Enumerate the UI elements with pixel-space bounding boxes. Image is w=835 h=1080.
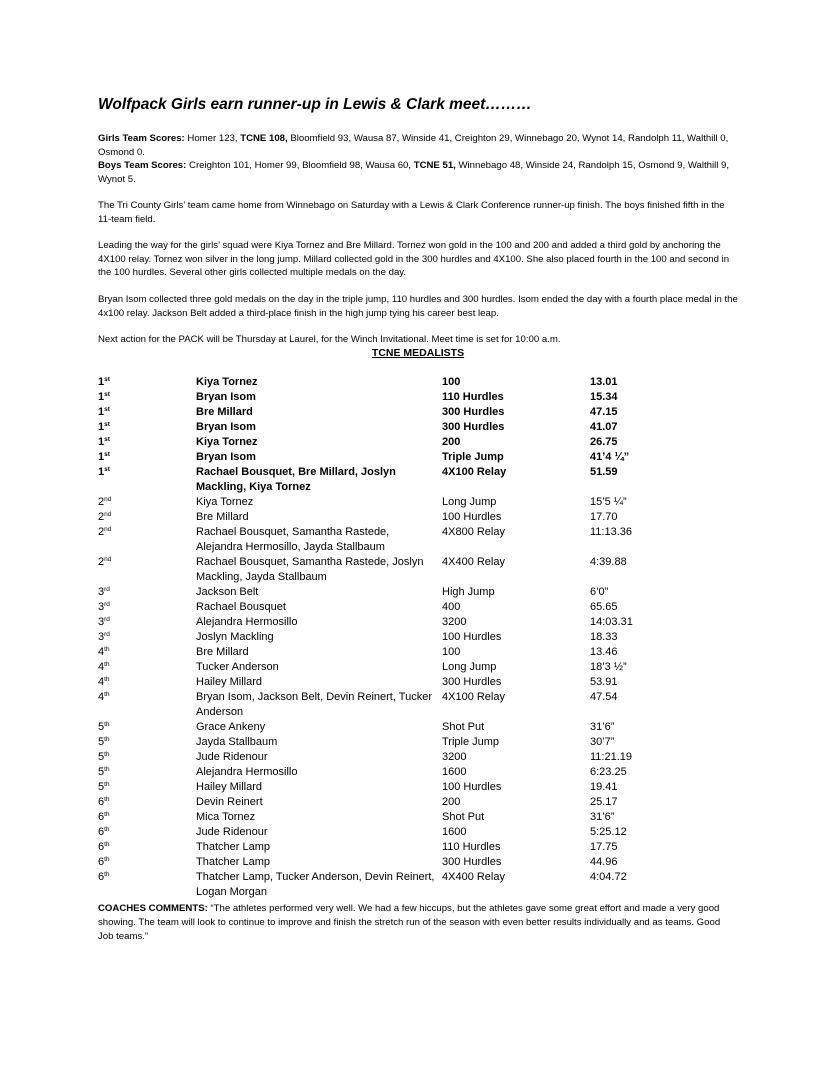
medal-mark: 6:23.25 xyxy=(590,766,627,778)
medal-mark: 18.33 xyxy=(590,631,618,643)
medal-row xyxy=(98,870,738,900)
medal-place xyxy=(98,825,110,840)
medal-athletes: Thatcher Lamp, Tucker Anderson, Devin Reinert, Logan Morgan xyxy=(196,871,435,898)
medal-place-suffix: th xyxy=(104,661,110,668)
medal-place xyxy=(98,420,110,435)
medal-athletes: Bryan Isom xyxy=(196,451,256,463)
medal-place-number: 4 xyxy=(98,676,105,688)
medal-athletes: Thatcher Lamp xyxy=(196,856,270,868)
medal-place-number: 1 xyxy=(98,421,105,433)
medal-event: 300 Hurdles xyxy=(442,421,505,433)
medal-place-suffix: th xyxy=(104,736,110,743)
medal-place-number: 6 xyxy=(98,841,105,853)
medal-place xyxy=(98,630,110,645)
medal-place-suffix: rd xyxy=(104,601,110,608)
medal-mark: 51.59 xyxy=(590,466,618,478)
medal-row xyxy=(98,780,738,795)
medal-place xyxy=(98,510,111,525)
medal-athletes: Bre Millard xyxy=(196,646,249,658)
medal-row xyxy=(98,840,738,855)
girls-scores-highlight: TCNE 108, xyxy=(240,133,288,144)
medal-place-suffix: th xyxy=(104,841,110,848)
medal-place xyxy=(98,720,110,735)
medal-row xyxy=(98,375,738,390)
medal-place-number: 1 xyxy=(98,376,105,388)
medal-row xyxy=(98,810,738,825)
medal-event: 100 Hurdles xyxy=(442,781,502,793)
boys-scores-highlight: TCNE 51, xyxy=(413,160,456,171)
medal-athletes: Jayda Stallbaum xyxy=(196,736,278,748)
medal-place-number: 6 xyxy=(98,871,105,883)
medal-place-suffix: th xyxy=(104,646,110,653)
team-scores xyxy=(98,132,738,186)
medal-place xyxy=(98,615,110,630)
medal-place-suffix: th xyxy=(104,826,110,833)
medal-place-suffix: st xyxy=(104,421,110,428)
medal-place-number: 2 xyxy=(98,496,105,508)
article-title: Wolfpack Girls earn runner-up in Lewis & Clark meet……… xyxy=(98,96,532,113)
medal-place xyxy=(98,645,110,660)
medal-place-number: 3 xyxy=(98,601,105,613)
medal-place-number: 6 xyxy=(98,811,105,823)
medal-place xyxy=(98,780,110,795)
medal-row xyxy=(98,645,738,660)
medal-place-number: 3 xyxy=(98,586,105,598)
medal-place-suffix: th xyxy=(104,856,110,863)
medal-athletes: Devin Reinert xyxy=(196,796,263,808)
medal-place-suffix: rd xyxy=(104,616,110,623)
medal-row xyxy=(98,765,738,780)
medal-athletes: Rachael Bousquet, Bre Millard, Joslyn Mackling, Kiya Tornez xyxy=(196,466,396,493)
medal-place-number: 1 xyxy=(98,466,105,478)
medal-row xyxy=(98,855,738,870)
medal-place-suffix: rd xyxy=(104,586,110,593)
medal-mark: 30’7” xyxy=(590,736,615,748)
medal-place-number: 2 xyxy=(98,526,105,538)
medal-event: 1600 xyxy=(442,826,467,838)
medal-row xyxy=(98,510,738,525)
medal-event: 400 xyxy=(442,601,461,613)
medal-athletes: Tucker Anderson xyxy=(196,661,279,673)
medal-mark: 15’5 ¼” xyxy=(590,496,627,508)
medal-row xyxy=(98,390,738,405)
boys-scores-text-a: Creighton 101, Homer 99, Bloomfield 98, Wausa 60, xyxy=(186,160,414,171)
medal-mark: 14:03.31 xyxy=(590,616,633,628)
medal-athletes: Alejandra Hermosillo xyxy=(196,766,298,778)
medal-event: Long Jump xyxy=(442,661,497,673)
medal-row xyxy=(98,555,738,585)
medal-row xyxy=(98,795,738,810)
medal-row xyxy=(98,690,738,720)
girls-team-scores xyxy=(98,132,738,159)
paragraph-summary: The Tri County Girls’ team came home from Winnebago on Saturday with a Lewis & Clark Conference runner-up finish. The boys finished fifth in the 11-team field. xyxy=(98,200,725,225)
medal-mark: 18’3 ½” xyxy=(590,661,627,673)
boys-team-scores xyxy=(98,159,738,186)
medal-place-number: 5 xyxy=(98,736,105,748)
medal-place-number: 2 xyxy=(98,556,105,568)
medal-place-suffix: rd xyxy=(104,631,110,638)
medal-event: 4X400 Relay xyxy=(442,556,505,568)
coaches-comments xyxy=(98,902,738,944)
medal-place-suffix: st xyxy=(104,376,110,383)
medal-mark: 47.15 xyxy=(590,406,618,418)
medal-place-suffix: th xyxy=(104,721,110,728)
medal-place xyxy=(98,450,110,465)
medal-place-number: 4 xyxy=(98,646,105,658)
medal-row xyxy=(98,660,738,675)
medal-place-number: 6 xyxy=(98,856,105,868)
medal-event: Long Jump xyxy=(442,496,497,508)
medal-place-number: 6 xyxy=(98,796,105,808)
medal-athletes: Joslyn Mackling xyxy=(196,631,274,643)
medal-place xyxy=(98,795,110,810)
medal-place-suffix: th xyxy=(104,751,110,758)
medal-event: 300 Hurdles xyxy=(442,406,505,418)
medal-place-suffix: st xyxy=(104,436,110,443)
medal-athletes: Kiya Tornez xyxy=(196,496,254,508)
medal-event: 3200 xyxy=(442,751,467,763)
medal-athletes: Bryan Isom, Jackson Belt, Devin Reinert, Tucker Anderson xyxy=(196,691,432,718)
medal-place xyxy=(98,735,110,750)
medal-athletes: Rachael Bousquet xyxy=(196,601,286,613)
medal-place xyxy=(98,525,111,540)
medal-place xyxy=(98,555,111,570)
medal-row xyxy=(98,435,738,450)
medal-event: 110 Hurdles xyxy=(442,841,501,853)
medal-event: 4X100 Relay xyxy=(442,691,505,703)
medal-place-number: 5 xyxy=(98,721,105,733)
medal-athletes: Hailey Millard xyxy=(196,676,263,688)
medal-mark: 17.75 xyxy=(590,841,618,853)
medal-mark: 5:25.12 xyxy=(590,826,627,838)
medal-place-suffix: th xyxy=(104,691,110,698)
medal-place-suffix: nd xyxy=(104,556,112,563)
coaches-text: “The athletes performed very well. We had a few hiccups, but the athletes gave some great effort and made a very good showing. The team will look to continue to improve and finish the stretch run of the season with even better results individually and as teams. Good Job teams.” xyxy=(98,903,721,942)
medal-place xyxy=(98,660,110,675)
medal-place-number: 4 xyxy=(98,691,105,703)
medal-mark: 26.75 xyxy=(590,436,618,448)
medal-event: 200 xyxy=(442,796,461,808)
medal-mark: 31’6” xyxy=(590,811,615,823)
medal-mark: 4:04.72 xyxy=(590,871,627,883)
medal-place xyxy=(98,435,110,450)
medal-mark: 11:13.36 xyxy=(590,526,633,538)
boys-scores-label: Boys Team Scores: xyxy=(98,160,187,171)
medal-event: 4X800 Relay xyxy=(442,526,505,538)
medal-place-suffix: th xyxy=(104,811,110,818)
medal-mark: 25.17 xyxy=(590,796,618,808)
medal-row xyxy=(98,525,738,555)
medal-event: Shot Put xyxy=(442,811,485,823)
medal-place-suffix: st xyxy=(104,466,110,473)
medal-event: Shot Put xyxy=(442,721,485,733)
medal-row xyxy=(98,615,738,630)
medal-event: 100 Hurdles xyxy=(442,511,502,523)
medal-athletes: Bryan Isom xyxy=(196,421,256,433)
medal-mark: 53.91 xyxy=(590,676,618,688)
medal-row xyxy=(98,465,738,495)
medal-event: High Jump xyxy=(442,586,495,598)
girls-scores-text-b: Bloomfield 93, Wausa 87, Winside 41, Creighton 29, Winnebago 20, Wynot 14, Randolph 11, Walthill 0, Osmond 0. xyxy=(98,133,729,158)
medalists-table xyxy=(98,375,738,900)
medal-place-number: 6 xyxy=(98,826,105,838)
medal-place-suffix: nd xyxy=(104,511,112,518)
medal-athletes: Jude Ridenour xyxy=(196,751,268,763)
medal-place xyxy=(98,870,110,885)
medal-mark: 44.96 xyxy=(590,856,618,868)
medal-place-number: 5 xyxy=(98,781,105,793)
medal-place-number: 1 xyxy=(98,406,105,418)
medal-row xyxy=(98,735,738,750)
medal-event: 4X100 Relay xyxy=(442,466,507,478)
medal-place xyxy=(98,855,110,870)
medal-place-number: 3 xyxy=(98,631,105,643)
medal-mark: 6’0” xyxy=(590,586,609,598)
medal-place-number: 1 xyxy=(98,451,105,463)
medal-place-suffix: th xyxy=(104,781,110,788)
medal-place xyxy=(98,840,110,855)
paragraph-boys: Bryan Isom collected three gold medals on the day in the triple jump, 110 hurdles and 300 hurdles. Isom ended the day with a fourth place medal in the 4x100 relay. Jackson Belt added a third-place finish in the high jump tying his career best leap. xyxy=(98,294,738,319)
medal-row xyxy=(98,450,738,465)
medal-place xyxy=(98,600,110,615)
medal-place-suffix: th xyxy=(104,676,110,683)
medal-place-suffix: st xyxy=(104,451,110,458)
medal-place xyxy=(98,585,110,600)
medal-mark: 15.34 xyxy=(590,391,618,403)
girls-scores-text-a: Homer 123, xyxy=(184,133,241,144)
medal-place-number: 5 xyxy=(98,751,105,763)
medal-mark: 13.46 xyxy=(590,646,618,658)
coaches-label: COACHES COMMENTS: xyxy=(98,903,208,914)
medal-event: 4X400 Relay xyxy=(442,871,505,883)
medal-event: Triple Jump xyxy=(442,451,504,463)
medal-place xyxy=(98,750,110,765)
medal-athletes: Thatcher Lamp xyxy=(196,841,270,853)
medal-row xyxy=(98,750,738,765)
medal-event: 300 Hurdles xyxy=(442,856,502,868)
medal-place xyxy=(98,390,110,405)
medal-event: 100 xyxy=(442,646,461,658)
medal-place xyxy=(98,375,110,390)
medal-row xyxy=(98,420,738,435)
medal-row xyxy=(98,405,738,420)
medal-mark: 11:21.19 xyxy=(590,751,633,763)
medal-event: 300 Hurdles xyxy=(442,676,502,688)
medal-athletes: Rachael Bousquet, Samantha Rastede, Alejandra Hermosillo, Jayda Stallbaum xyxy=(196,526,390,553)
medal-mark: 13.01 xyxy=(590,376,618,388)
medal-row xyxy=(98,585,738,600)
medal-athletes: Mica Tornez xyxy=(196,811,256,823)
medal-row xyxy=(98,825,738,840)
medal-place-suffix: nd xyxy=(104,526,112,533)
medal-place-number: 5 xyxy=(98,766,105,778)
paragraph-girls: Leading the way for the girls’ squad were Kiya Tornez and Bre Millard. Tornez won gold in the 100 and 200 and added a third gold by anchoring the 4X100 relay. Tornez won silver in the long jump. Millard collected gold in the 300 hurdles and 4X100. She also placed fourth in the 100 and second in the 100 hurdles. Several other girls collected multiple medals on the day. xyxy=(98,240,730,278)
medal-mark: 17.70 xyxy=(590,511,618,523)
boys-scores-text-b: Winnebago 48, Winside 24, Randolph 15, Osmond 9, Walthill 9, Wynot 5. xyxy=(98,160,730,185)
medal-row xyxy=(98,495,738,510)
medal-event: 200 xyxy=(442,436,461,448)
medal-place-suffix: th xyxy=(104,871,110,878)
medal-event: 3200 xyxy=(442,616,467,628)
medal-place-suffix: st xyxy=(104,406,110,413)
medal-place xyxy=(98,765,110,780)
medal-event: 1600 xyxy=(442,766,467,778)
medal-mark: 4:39.88 xyxy=(590,556,627,568)
medal-place-suffix: th xyxy=(104,796,110,803)
medal-place-number: 1 xyxy=(98,436,105,448)
medal-place xyxy=(98,495,111,510)
medalists-heading: TCNE MEDALISTS xyxy=(371,347,465,359)
medal-place xyxy=(98,690,110,705)
medal-place xyxy=(98,810,110,825)
paragraph-next-action: Next action for the PACK will be Thursday at Laurel, for the Winch Invitational. Meet time is set for 10:00 a.m. xyxy=(98,334,561,345)
medal-mark: 31’6” xyxy=(590,721,615,733)
medal-athletes: Kiya Tornez xyxy=(196,436,258,448)
medal-place xyxy=(98,465,110,480)
girls-scores-label: Girls Team Scores: xyxy=(98,133,185,144)
medal-place-number: 1 xyxy=(98,391,105,403)
medal-row xyxy=(98,720,738,735)
medal-mark: 19.41 xyxy=(590,781,618,793)
medal-mark: 65.65 xyxy=(590,601,618,613)
medal-athletes: Kiya Tornez xyxy=(196,376,258,388)
medal-place-number: 2 xyxy=(98,511,105,523)
medal-athletes: Bre Millard xyxy=(196,406,253,418)
medal-row xyxy=(98,675,738,690)
medal-athletes: Jude Ridenour xyxy=(196,826,268,838)
medal-mark: 47.54 xyxy=(590,691,618,703)
medal-place-number: 4 xyxy=(98,661,105,673)
medal-row xyxy=(98,630,738,645)
medal-athletes: Bryan Isom xyxy=(196,391,256,403)
medal-event: 110 Hurdles xyxy=(442,391,504,403)
medal-event: 100 xyxy=(442,376,461,388)
medal-athletes: Grace Ankeny xyxy=(196,721,266,733)
medal-athletes: Rachael Bousquet, Samantha Rastede, Joslyn Mackling, Jayda Stallbaum xyxy=(196,556,424,583)
medal-place-suffix: nd xyxy=(104,496,112,503)
medal-place xyxy=(98,675,110,690)
medal-athletes: Hailey Millard xyxy=(196,781,263,793)
medal-place-number: 3 xyxy=(98,616,105,628)
medal-event: 100 Hurdles xyxy=(442,631,502,643)
medal-place-suffix: st xyxy=(104,391,110,398)
medal-place xyxy=(98,405,110,420)
medal-mark: 41.07 xyxy=(590,421,618,433)
medal-row xyxy=(98,600,738,615)
medal-event: Triple Jump xyxy=(442,736,500,748)
medal-athletes: Bre Millard xyxy=(196,511,249,523)
medal-place-suffix: th xyxy=(104,766,110,773)
medal-athletes: Alejandra Hermosillo xyxy=(196,616,298,628)
medal-mark: 41’4 ¼” xyxy=(590,451,630,463)
medal-athletes: Jackson Belt xyxy=(196,586,259,598)
